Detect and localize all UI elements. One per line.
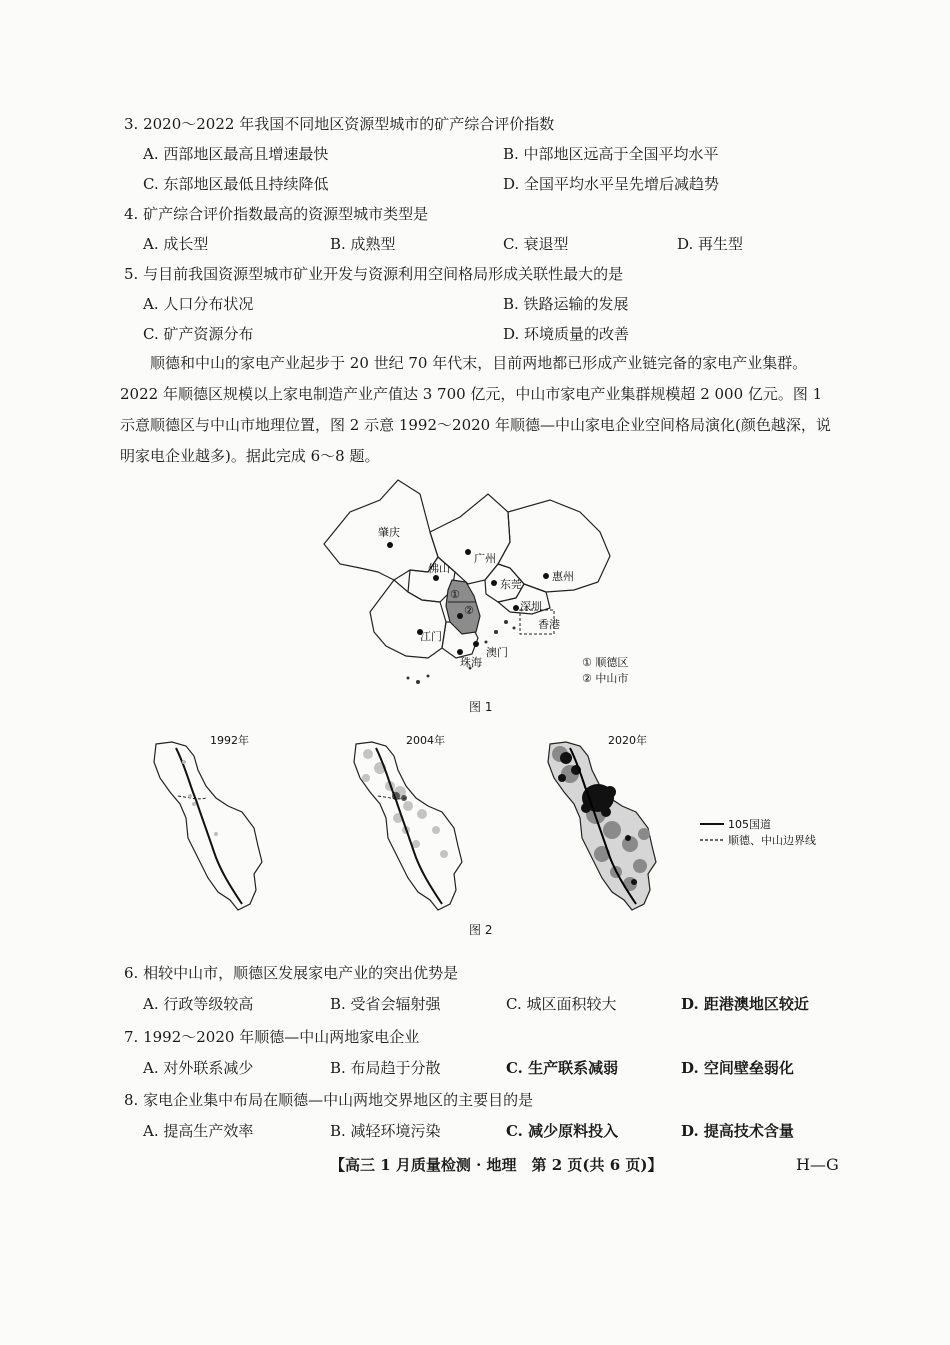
q3-option-c: C. 东部地区最低且持续降低 [143, 175, 329, 193]
passage-text: 顺德和中山的家电产业起步于 20 世纪 70 年代末，目前两地都已形成产业链完备的家电产业集群。2022 年顺德区规模以上家电制造产业产值达 3 700 亿元，中山市家电产业集群规模超 2 000 亿元。图 1 示意顺德区与中山市地理位置，图 2 示意 1992～2020 年顺德—中山家电企业空间格局演化(颜色越深，说明家电企业越多)。据此完成 6～8 题。 [120, 354, 831, 465]
q5-option-d: D. 环境质量的改善 [503, 325, 630, 343]
city-macao: 澳门 [486, 646, 508, 659]
q4-option-c: C. 衰退型 [503, 235, 569, 253]
legend-border: 顺德、中山边界线 [728, 834, 816, 847]
panel-2020 [548, 742, 656, 910]
year-2004: 2004年 [406, 734, 445, 747]
year-1992: 1992年 [210, 734, 249, 747]
q8-option-b: B. 减轻环境污染 [330, 1122, 441, 1140]
city-zhaoqing: 肇庆 [378, 526, 400, 539]
q4-option-b: B. 成熟型 [330, 235, 396, 253]
q8-option-c: C. 减少原料投入 [506, 1122, 619, 1140]
figure2-caption: 图 2 [469, 923, 493, 937]
city-guangzhou: 广州 [474, 552, 496, 565]
city-hongkong: 香港 [538, 618, 560, 631]
q4-option-a: A. 成长型 [143, 235, 209, 253]
q5-option-b: B. 铁路运输的发展 [503, 295, 629, 313]
figure1-caption: 图 1 [469, 700, 493, 714]
marker-shunde: ① [450, 588, 460, 601]
marker-zhongshan: ② [464, 604, 474, 617]
q7-stem: 7. 1992～2020 年顺德—中山两地家电企业 [124, 1028, 420, 1046]
panel-1992 [154, 742, 262, 910]
figure1-location-map [310, 472, 650, 694]
q3-option-b: B. 中部地区远高于全国平均水平 [503, 145, 719, 163]
city-shenzhen: 深圳 [520, 600, 542, 613]
legend-shunde: ① 顺德区 [582, 656, 629, 669]
q6-stem: 6. 相较中山市，顺德区发展家电产业的突出优势是 [124, 964, 459, 982]
q6-option-c: C. 城区面积较大 [506, 995, 617, 1013]
city-jiangmen: 江门 [420, 630, 442, 643]
q3-option-a: A. 西部地区最高且增速最快 [143, 145, 329, 163]
city-dongguan: 东莞 [500, 578, 522, 591]
q5-option-a: A. 人口分布状况 [143, 295, 254, 313]
q8-stem: 8. 家电企业集中布局在顺德—中山两地交界地区的主要目的是 [124, 1091, 534, 1109]
city-zhuhai: 珠海 [460, 656, 482, 669]
page-code: H—G [796, 1155, 839, 1174]
q6-option-a: A. 行政等级较高 [143, 995, 254, 1013]
q7-option-c: C. 生产联系减弱 [506, 1059, 619, 1077]
q8-option-a: A. 提高生产效率 [143, 1122, 254, 1140]
figure2-evolution-maps [140, 730, 830, 915]
q3-option-d: D. 全国平均水平呈先增后减趋势 [503, 175, 720, 193]
q5-option-c: C. 矿产资源分布 [143, 325, 254, 343]
q7-option-a: A. 对外联系减少 [143, 1059, 254, 1077]
q8-option-d: D. 提高技术含量 [681, 1122, 794, 1140]
q4-stem: 4. 矿产综合评价指数最高的资源型城市类型是 [124, 205, 429, 223]
legend-road: 105国道 [728, 818, 771, 831]
legend-zhongshan: ② 中山市 [582, 672, 629, 685]
q6-option-b: B. 受省会辐射强 [330, 995, 441, 1013]
q5-stem: 5. 与目前我国资源型城市矿业开发与资源利用空间格局形成关联性最大的是 [124, 265, 624, 283]
city-foshan: 佛山 [428, 562, 450, 575]
city-huizhou: 惠州 [552, 570, 574, 583]
jiangmen-region [370, 580, 446, 658]
q3-stem: 3. 2020～2022 年我国不同地区资源型城市的矿产综合评价指数 [124, 115, 555, 133]
q4-option-d: D. 再生型 [677, 235, 744, 253]
figure2-legend [700, 818, 816, 847]
q6-option-d: D. 距港澳地区较近 [681, 995, 809, 1013]
q7-option-b: B. 布局趋于分散 [330, 1059, 441, 1077]
year-2020: 2020年 [608, 734, 647, 747]
panel-2004 [354, 742, 462, 910]
passage [120, 348, 840, 472]
q7-option-d: D. 空间壁垒弱化 [681, 1059, 794, 1077]
page-footer: 【高三 1 月质量检测 · 地理 第 2 页(共 6 页)】 [330, 1156, 663, 1174]
